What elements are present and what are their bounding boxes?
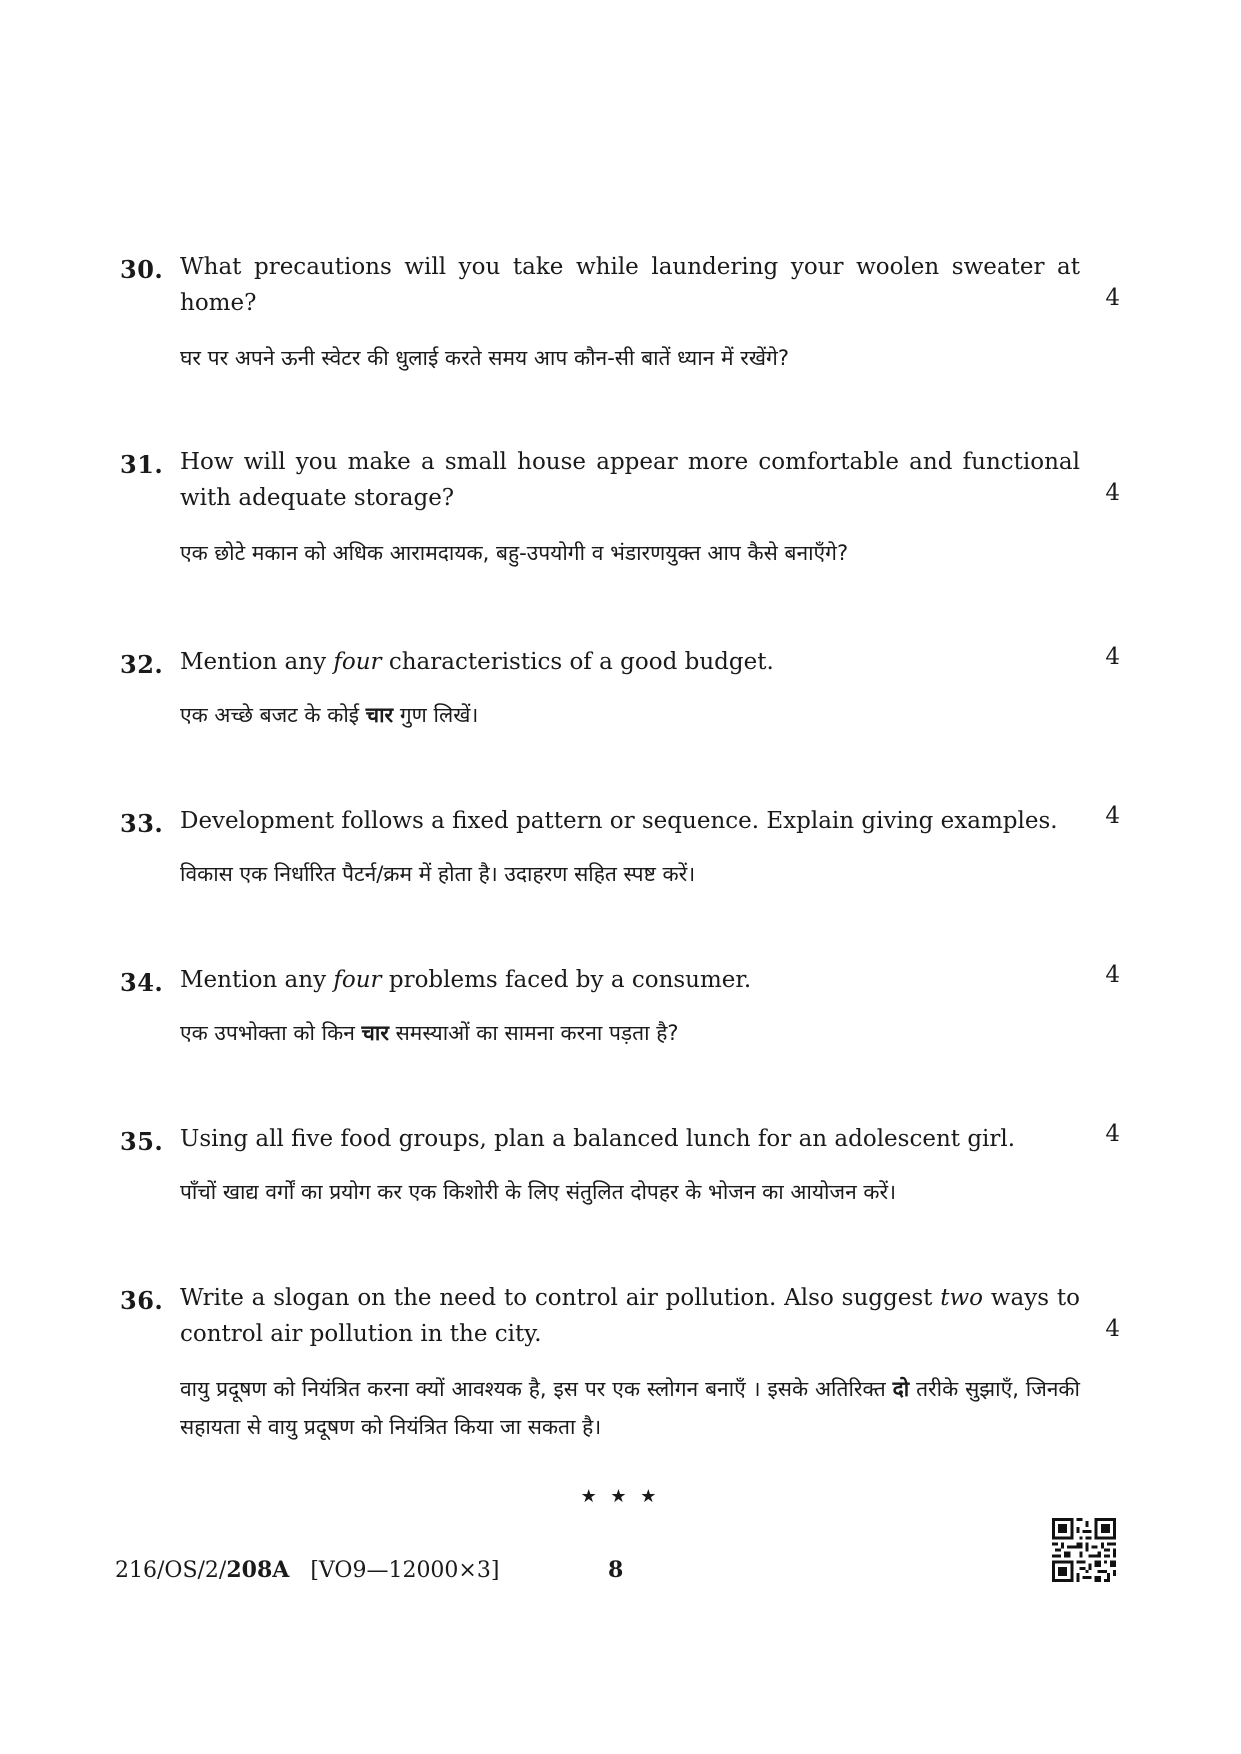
question-number: 30. bbox=[120, 255, 164, 284]
question-text-hindi: एक उपभोक्ता को किन चार समस्याओं का सामना करना पड़ता है? bbox=[180, 1021, 679, 1045]
question-text-hindi: एक छोटे मकान को अधिक आरामदायक, बहु-उपयोगी व भंडारणयुक्त आप कैसे बनाएँगे? bbox=[180, 541, 849, 565]
question-text-english: Mention any four characteristics of a good budget. bbox=[180, 649, 774, 675]
question-text-english: Write a slogan on the need to control air pollution. Also suggest two ways to control air pollution in the city. bbox=[180, 1285, 1080, 1347]
question-text-hindi: एक अच्छे बजट के कोई चार गुण लिखें। bbox=[180, 703, 479, 727]
print-code: [VO9—12000×3] bbox=[310, 1558, 500, 1583]
marks: 4 bbox=[1105, 1121, 1120, 1147]
marks: 4 bbox=[1105, 285, 1120, 311]
question-number: 31. bbox=[120, 450, 164, 479]
qr-code-icon bbox=[1052, 1518, 1116, 1582]
question-number: 34. bbox=[120, 968, 164, 997]
marks: 4 bbox=[1105, 480, 1120, 506]
emphasis: two bbox=[940, 1285, 983, 1311]
paper-code: 216/OS/2/208A [VO9—12000×3] bbox=[115, 1557, 500, 1583]
emphasis: चार bbox=[365, 703, 394, 727]
marks: 4 bbox=[1105, 962, 1120, 988]
question-text-english: Mention any four problems faced by a consumer. bbox=[180, 967, 752, 993]
end-of-paper-marker: ★ ★ ★ bbox=[580, 1486, 661, 1507]
question-number: 36. bbox=[120, 1286, 164, 1315]
question-text-english: What precautions will you take while laundering your woolen sweater at home? bbox=[180, 254, 1080, 316]
marks: 4 bbox=[1105, 803, 1120, 829]
question-text-hindi: घर पर अपने ऊनी स्वेटर की धुलाई करते समय आप कौन-सी बातें ध्यान में रखेंगे? bbox=[180, 346, 789, 370]
question-number: 35. bbox=[120, 1127, 164, 1156]
question-number: 33. bbox=[120, 809, 164, 838]
emphasis: दो bbox=[892, 1377, 910, 1401]
question-text-english: Using all five food groups, plan a balanced lunch for an adolescent girl. bbox=[180, 1126, 1016, 1152]
emphasis: four bbox=[333, 649, 382, 675]
marks: 4 bbox=[1105, 644, 1120, 670]
question-number: 32. bbox=[120, 650, 164, 679]
question-text-hindi: विकास एक निर्धारित पैटर्न/क्रम में होता है। उदाहरण सहित स्पष्ट करें। bbox=[180, 862, 696, 886]
page-number: 8 bbox=[608, 1557, 624, 1583]
question-text-hindi: वायु प्रदूषण को नियंत्रित करना क्यों आवश्यक है, इस पर एक स्लोगन बनाएँ । इसके अतिरिक्त दो तरीके सुझाएँ, जिनकी सहायता से वायु प्रदूषण को नियंत्रित किया जा सकता है। bbox=[180, 1377, 1080, 1439]
emphasis: चार bbox=[361, 1021, 389, 1045]
emphasis: four bbox=[333, 967, 382, 993]
question-text-english: How will you make a small house appear more comfortable and functional with adequate storage? bbox=[180, 449, 1080, 511]
question-text-english: Development follows a fixed pattern or sequence. Explain giving examples. bbox=[180, 808, 1058, 834]
question-text-hindi: पाँचों खाद्य वर्गों का प्रयोग कर एक किशोरी के लिए संतुलित दोपहर के भोजन का आयोजन करें। bbox=[180, 1180, 897, 1204]
marks: 4 bbox=[1105, 1316, 1120, 1342]
